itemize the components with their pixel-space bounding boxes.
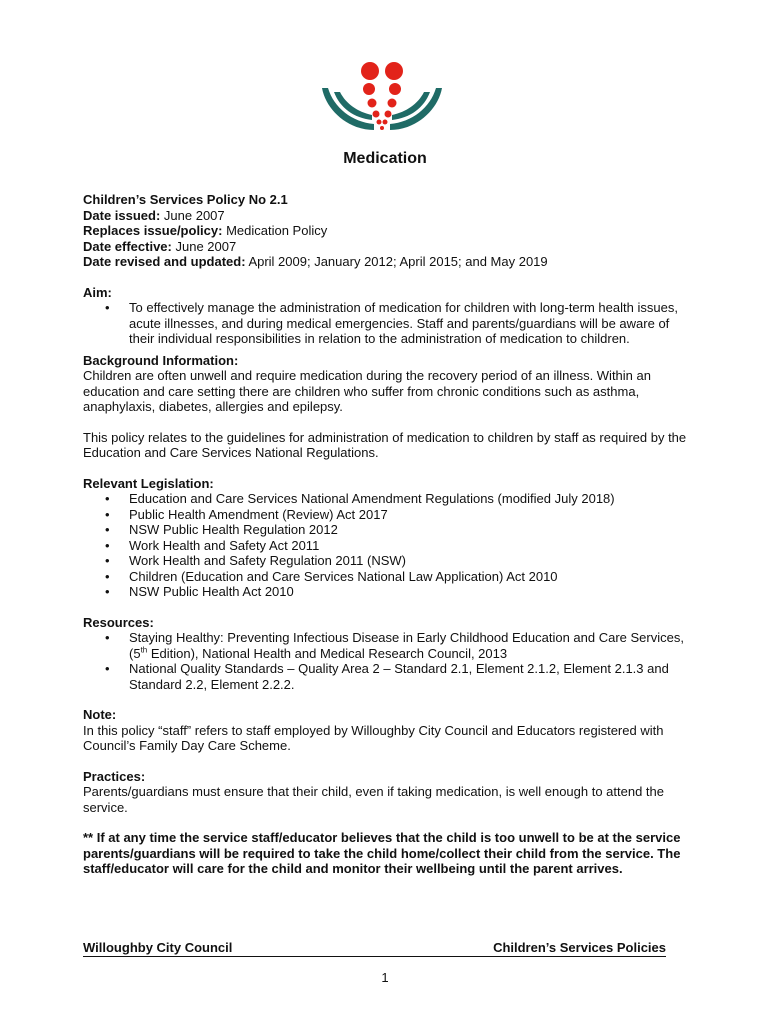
date-issued: Date issued: June 2007	[83, 207, 225, 223]
practices-warning: ** If at any time the service staff/educator believes that the child is too unwell to be at the service parents/guardians will be required to take the child home/collect their child from the service. The staff/educator will care for the child and monitor their wellbeing until the parent arrives.	[83, 830, 681, 876]
list-item: • Public Health Amendment (Review) Act 2017	[129, 507, 693, 523]
list-item: • NSW Public Health Act 2010	[129, 584, 693, 600]
page-number: 1	[381, 970, 389, 985]
list-item: • Staying Healthy: Preventing Infectious Disease in Early Childhood Education and Care Services, (5th Edition), National Health and Medical Research Council, 2013	[129, 630, 693, 661]
document-body	[83, 192, 693, 877]
list-item: • NSW Public Health Regulation 2012	[129, 522, 693, 538]
aim-heading: Aim:	[83, 284, 112, 300]
resources-list	[83, 630, 693, 692]
policy-number: Children’s Services Policy No 2.1	[83, 192, 288, 207]
resources-heading: Resources:	[83, 614, 154, 630]
replaces-policy: Replaces issue/policy: Medication Policy	[83, 223, 328, 238]
footer-organisation: Willoughby City Council	[83, 940, 233, 955]
date-revised: Date revised and updated: April 2009; January 2012; April 2015; and May 2019	[83, 254, 548, 269]
practices-heading: Practices:	[83, 768, 146, 784]
legislation-list	[83, 491, 693, 600]
list-item: • Work Health and Safety Regulation 2011 (NSW)	[129, 553, 693, 569]
background-paragraph: Children are often unwell and require medication during the recovery period of an illness. Within an education and care setting there are children who suffer from chronic conditions such as asthma, anaphylaxis, diabetes, allergies and epilepsy.	[83, 368, 651, 414]
legislation-heading: Relevant Legislation:	[83, 475, 214, 491]
council-logo	[318, 58, 446, 136]
note-heading: Note:	[83, 707, 117, 722]
date-effective: Date effective: June 2007	[83, 238, 237, 254]
list-item: • Children (Education and Care Services National Law Application) Act 2010	[129, 569, 693, 585]
policy-meta	[83, 192, 693, 270]
aim-list	[83, 300, 693, 347]
note-text: In this policy “staff” refers to staff employed by Willoughby City Council and Educators registered with Council’s Family Day Care Scheme.	[83, 722, 664, 753]
document-title: Medication	[343, 150, 427, 167]
list-item: • To effectively manage the administration of medication for children with long-term health issues, acute illnesses, and during medical emergencies. Staff and parents/guardians will be aware of their individual responsibilities in relation to the administration of medication to children.	[129, 300, 693, 347]
footer-series: Children’s Services Policies	[493, 940, 666, 955]
practices-text: Parents/guardians must ensure that their child, even if taking medication, is well enough to attend the service.	[83, 784, 665, 815]
background-paragraph: This policy relates to the guidelines for administration of medication to children by staff as required by the Education and Care Services National Regulations.	[83, 429, 687, 460]
page-footer	[83, 938, 666, 957]
list-item: • National Quality Standards – Quality Area 2 – Standard 2.1, Element 2.1.2, Element 2.1.3 and Standard 2.2, Element 2.2.2.	[129, 661, 693, 692]
list-item: • Work Health and Safety Act 2011	[129, 538, 693, 554]
background-heading: Background Information:	[83, 352, 239, 368]
list-item: • Education and Care Services National Amendment Regulations (modified July 2018)	[129, 491, 693, 507]
